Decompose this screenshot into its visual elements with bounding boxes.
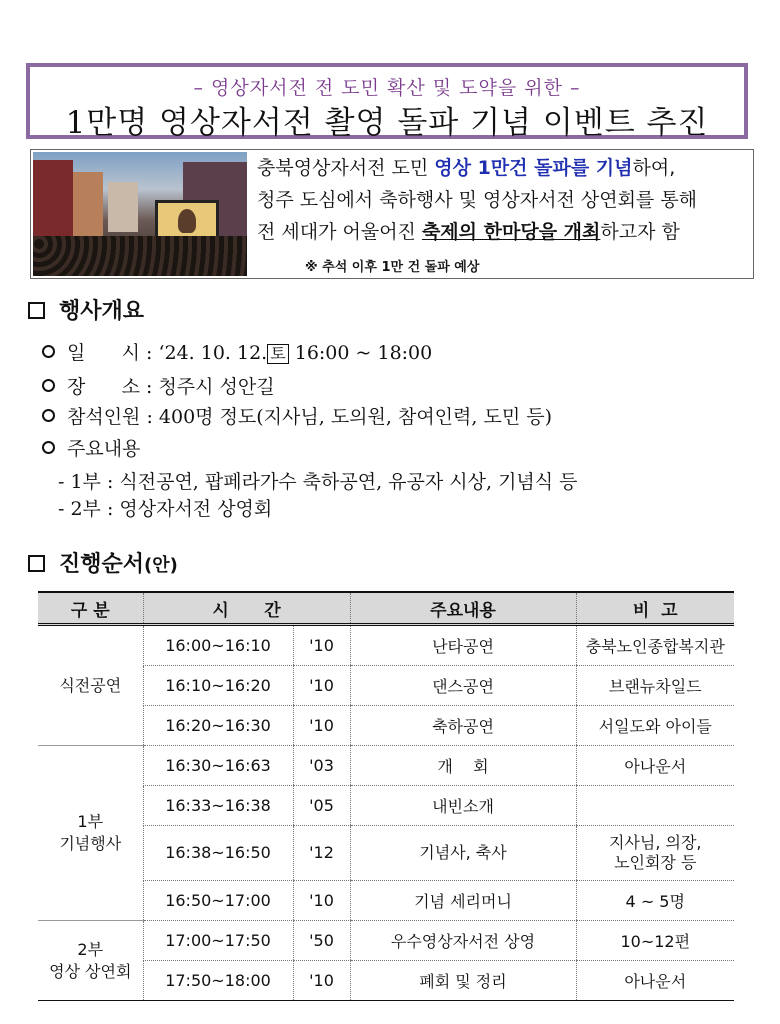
- note-cell: 충북노인종합복지관: [576, 625, 734, 666]
- content-cell: 우수영상자서전 상영: [350, 921, 576, 961]
- table-row: [38, 625, 734, 666]
- event-crowd-photo: [33, 152, 247, 276]
- duration-cell: '03: [293, 746, 350, 786]
- day-badge: 토: [267, 344, 288, 364]
- time-cell: 16:10~16:20: [143, 666, 293, 706]
- content-cell: 기념 세리머니: [350, 881, 576, 921]
- title-box: [26, 63, 748, 139]
- intro-line-1: 충북영상자서전 도민 영상 1만건 돌파를 기념하여,: [257, 157, 676, 179]
- content-cell: 축하공연: [350, 706, 576, 746]
- circle-bullet-icon: [42, 441, 55, 454]
- content-cell: 댄스공연: [350, 666, 576, 706]
- time-cell: 17:50~18:00: [143, 961, 293, 1001]
- note-cell: 아나운서: [576, 746, 734, 786]
- duration-cell: '50: [293, 921, 350, 961]
- group-cell: 1부 기념행사: [38, 746, 143, 921]
- duration-cell: '12: [293, 826, 350, 881]
- intro-highlight: 영상 1만건 돌파를 기념: [434, 157, 633, 179]
- table-row: [38, 921, 734, 961]
- square-bullet-icon: [28, 302, 45, 319]
- section-schedule-heading: 진행순서(안): [28, 547, 178, 578]
- overview-place: 장 소 : 청주시 성안길: [42, 372, 275, 399]
- section-overview-heading: 행사개요: [28, 294, 144, 325]
- document-subtitle: – 영상자서전 전 도민 확산 및 도약을 위한 –: [193, 77, 581, 99]
- time-cell: 16:20~16:30: [143, 706, 293, 746]
- schedule-table: [38, 591, 734, 1001]
- note-cell: 아나운서: [576, 961, 734, 1001]
- content-cell: 기념사, 축사: [350, 826, 576, 881]
- note-cell: 10~12편: [576, 921, 734, 961]
- duration-cell: '05: [293, 786, 350, 826]
- intro-line-2: 청주 도심에서 축하행사 및 영상자서전 상연회를 통해: [257, 189, 698, 211]
- intro-underline: 축제의 한마당을 개최: [421, 221, 601, 243]
- content-cell: 개 회: [350, 746, 576, 786]
- duration-cell: '10: [293, 706, 350, 746]
- circle-bullet-icon: [42, 409, 55, 422]
- circle-bullet-icon: [42, 379, 55, 392]
- overview-attendees: 참석인원 : 400명 정도(지사님, 도의원, 참여인력, 도민 등): [42, 402, 552, 429]
- time-cell: 16:00~16:10: [143, 625, 293, 666]
- column-header-category: 구 분: [38, 592, 143, 625]
- table-row: [38, 961, 734, 1001]
- table-row: [38, 786, 734, 826]
- table-row: [38, 706, 734, 746]
- time-cell: 16:50~17:00: [143, 881, 293, 921]
- content-cell: 폐회 및 정리: [350, 961, 576, 1001]
- note-cell: 4 ~ 5명: [576, 881, 734, 921]
- note-cell: 브랜뉴차일드: [576, 666, 734, 706]
- duration-cell: '10: [293, 625, 350, 666]
- overview-part1: - 1부 : 식전공연, 팝페라가수 축하공연, 유공자 시상, 기념식 등: [58, 471, 578, 493]
- intro-text: [257, 152, 751, 248]
- group-cell: 식전공연: [38, 625, 143, 746]
- column-header-time: 시 간: [143, 592, 350, 625]
- note-cell: 지사님, 의장, 노인회장 등: [576, 826, 734, 881]
- time-cell: 16:33~16:38: [143, 786, 293, 826]
- duration-cell: '10: [293, 881, 350, 921]
- intro-box: [30, 149, 754, 279]
- note-cell: [576, 786, 734, 826]
- column-header-note: 비 고: [576, 592, 734, 625]
- table-row: [38, 666, 734, 706]
- time-cell: 16:38~16:50: [143, 826, 293, 881]
- table-header-row: [38, 592, 734, 625]
- overview-date: 일 시 : ‘24. 10. 12. 토 16:00 ~ 18:00: [42, 338, 432, 365]
- group-cell: 2부 영상 상연회: [38, 921, 143, 1001]
- table-row: [38, 881, 734, 921]
- content-cell: 내빈소개: [350, 786, 576, 826]
- time-cell: 17:00~17:50: [143, 921, 293, 961]
- intro-line-3: 전 세대가 어울어진 축제의 한마당을 개최하고자 함: [257, 221, 680, 243]
- time-cell: 16:30~16:63: [143, 746, 293, 786]
- duration-cell: '10: [293, 666, 350, 706]
- overview-part2: - 2부 : 영상자서전 상영회: [58, 498, 273, 520]
- table-row: [38, 746, 734, 786]
- circle-bullet-icon: [42, 345, 55, 358]
- note-cell: 서일도와 아이들: [576, 706, 734, 746]
- duration-cell: '10: [293, 961, 350, 1001]
- content-cell: 난타공연: [350, 625, 576, 666]
- document-title: 1만명 영상자서전 촬영 돌파 기념 이벤트 추진: [65, 105, 709, 141]
- column-header-content: 주요내용: [350, 592, 576, 625]
- intro-note: ※ 추석 이후 1만 건 돌파 예상: [305, 260, 480, 275]
- square-bullet-icon: [28, 555, 45, 572]
- overview-content: 주요내용: [42, 434, 140, 461]
- table-row: [38, 826, 734, 881]
